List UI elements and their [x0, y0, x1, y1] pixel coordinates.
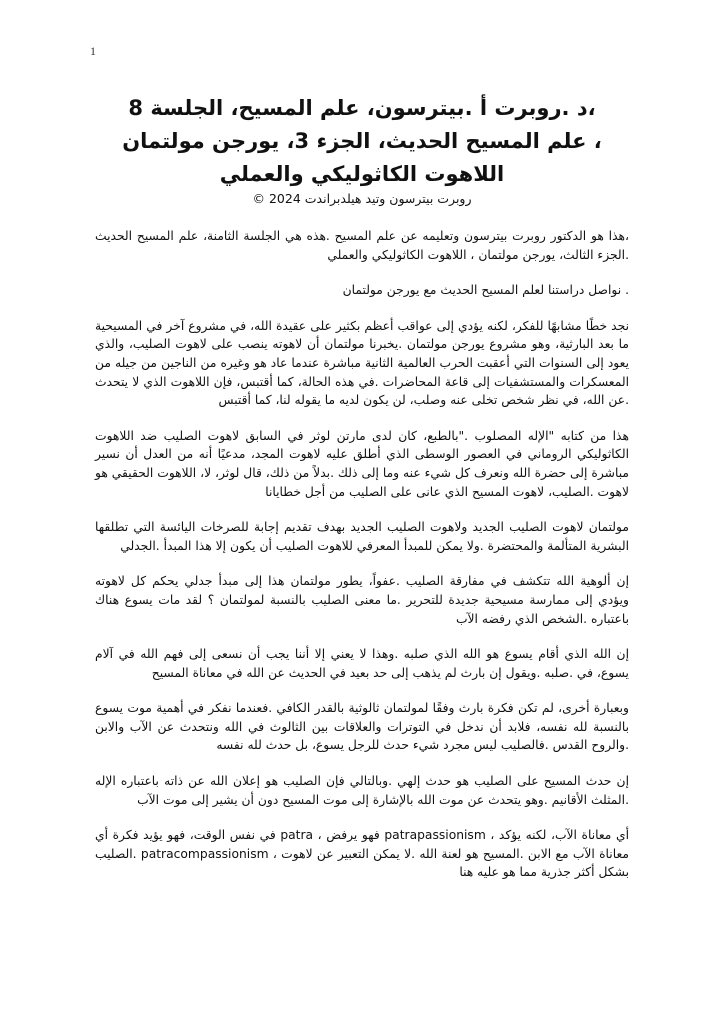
paragraph-8: وبعبارة أخرى، لم تكن فكرة بارث وفقًا لمولتمان ثالوثية بالقدر الكافي .فعندما نفكر في أهمية موت يسوع بالنسبة لله نفسه، فلابد أن ندخل في التوترات والعلاقات بين الثالوث في الله ونتحدث عن الآب والابن .والروح القدس .فالصليب ليس مجرد شيء حدث للرجل يسوع، بل حدث لله نفسه: [95, 701, 629, 753]
page-number: 1: [90, 44, 96, 58]
paragraph-9: إن حدث المسيح على الصليب هو حدث إلهي .وبالتالي فإن الصليب هو إعلان الله عن ذاته باعتباره الإله .المثلث الأقانيم .وهو يتحدث عن موت الله بالإشارة إلى موت المسيح دون أن يشير إلى موت الآب: [95, 774, 629, 807]
title-line-1: ،د .روبرت أ .بيترسون، علم المسيح، الجلسة 8: [128, 96, 596, 120]
paragraph-6: إن ألوهية الله تتكشف في مفارقة الصليب .عفواً، يطور مولتمان هذا إلى مبدأ جدلي يحكم كل لاهوته ويؤدي إلى ممارسة مسيحية جديدة للتحرير .ما معنى الصليب بالنسبة لمولتمان ؟ لقد مات يسوع هناك باعتباره .الشخص الذي رفضه الآب: [95, 574, 629, 626]
document-title: [95, 92, 629, 191]
document-body: [95, 92, 629, 899]
title-line-2: ، علم المسيح الحديث، الجزء 3، يورجن مولتمان: [122, 129, 602, 153]
title-line-3: اللاهوت الكاثوليكي والعملي: [219, 162, 505, 186]
paragraph-5: مولتمان لاهوت الصليب الجديد ولاهوت الصليب الجديد بهدف تقديم إجابة للصرخات اليائسة التي تطلقها البشرية المتألمة والمحتضرة .ولا يمكن للمبدأ المعرفي للاهوت الصليب أن يكون إلا هذا المبدأ .الجدلي: [95, 520, 629, 553]
paragraph-4: هذا من كتابه "الإله المصلوب ."بالطبع، كان لدى مارتن لوثر في السابق لاهوت الصليب ضد اللاهوت الكاثوليكي الروماني في العصور الوسطى الذي أطلق عليه لاهوت المجد، مدعيًا أنه من العدل أن نسير مباشرة إلى حضرة الله ونعرف كل شيء عنه وما إلى ذلك .بدلاً من ذلك، قال لوثر، لا، اللاهوت الحقيقي هو لاهوت .الصليب، لاهوت المسيح الذي عانى على الصليب من أجل خطايانا: [95, 428, 629, 499]
paragraph-1: ،هذا هو الدكتور روبرت بيترسون وتعليمه عن علم المسيح .هذه هي الجلسة الثامنة، علم المسيح الحديث .الجزء الثالث، يورجن مولتمان ، اللاهوت الكاثوليكي والعملي: [95, 229, 629, 262]
paragraph-3: نجد خطًا مشابهًا للفكر، لكنه يؤدي إلى عواقب أعظم بكثير على عقيدة الله، في مشروع آخر في المسيحية ما بعد البارثية، وهو مشروع يورجن مولتمان .يخبرنا مولتمان أن لاهوته ينصب على لاهوت الصليب، والذي يعود إلى السنوات التي أعقبت الحرب العالمية الثانية مباشرة عندما عاد هو وغيره من الناجين من جيله من المعسكرات والمستشفيات إلى قاعة المحاضرات .في هذه الحالة، كما أقتبس، فإن اللاهوت الذي لا يتحدث .عن الله، في نظر شخص تخلى عنه وصلب، لن يكون لديه ما يقوله لنا، كما أقتبس: [95, 318, 629, 408]
paragraph-7: إن الله الذي أقام يسوع هو الله الذي صلبه .وهذا لا يعني إلا أننا يجب أن نسعى إلى فهم الله في آلام يسوع، في .صلبه .ويقول إن بارث لم يذهب إلى حد بعيد في الحديث عن الله في معاناة المسيح: [95, 647, 629, 680]
copyright-line: روبرت بيترسون وتيد هيلدبراندت 2024 ©: [252, 191, 472, 206]
paragraph-2: . نواصل دراستنا لعلم المسيح الحديث مع يورجن مولتمان: [342, 283, 629, 298]
paragraph-10: أي معاناة الآب، لكنه يؤكد ، patrapassionism فهو يرفض ، patra في نفس الوقت، فهو يؤيد فكرة أي معاناة الآب مع الابن .المسيح هو لعنة الله .لا يمكن التعبير عن لاهوت ، patracompassionism .الصليب بشكل أكثر جذرية مما هو عليه هنا: [95, 828, 629, 880]
